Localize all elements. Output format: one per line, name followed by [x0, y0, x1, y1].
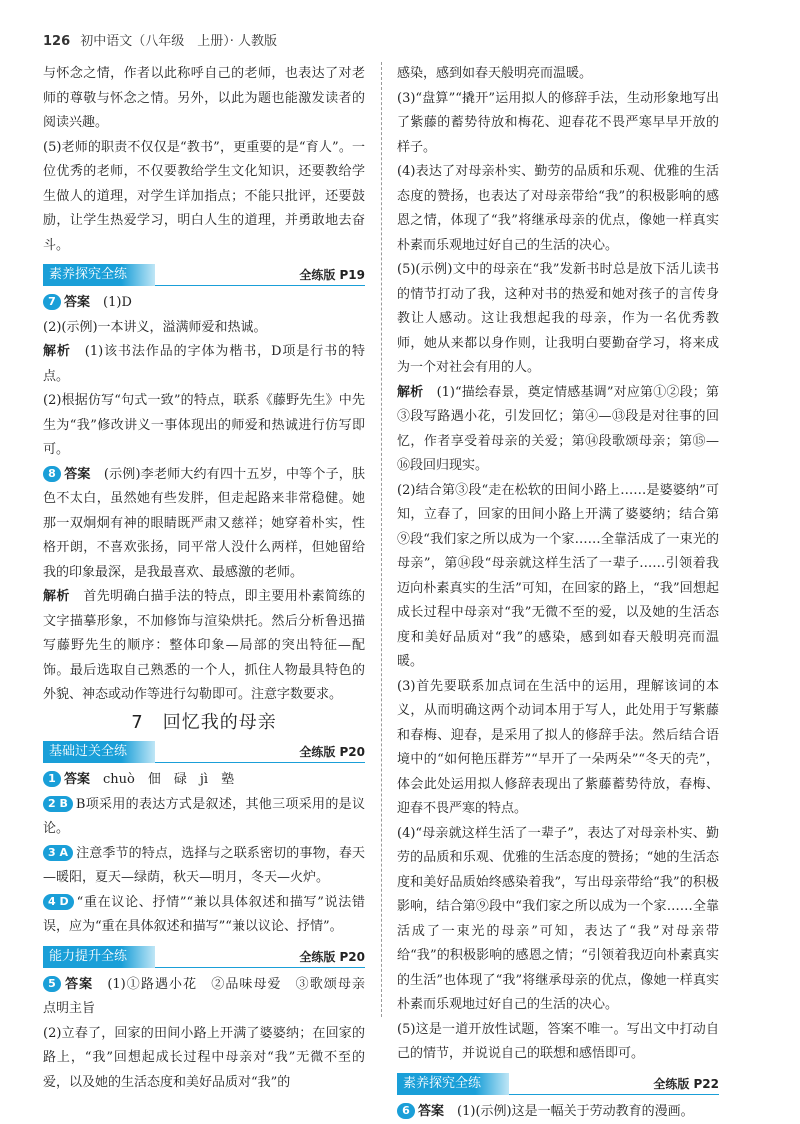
question-8 — [43, 463, 365, 586]
section-ref: 全练版 P22 — [653, 1073, 719, 1095]
section-ref: 全练版 P20 — [299, 946, 365, 968]
answer-text: B项采用的表达方式是叙述，其他三项采用的是议论。 — [43, 797, 365, 837]
analysis — [43, 340, 365, 389]
analysis-text: (1)“描绘春景，奠定情感基调”对应第①②段；第③段写路遇小花，引发回忆；第④—⑬段是对往事的回忆，作者享受着母亲的关爱；第⑭段歌颂母亲；第⑮—⑯段回归现实。 — [397, 385, 719, 474]
question-5 — [43, 973, 365, 1022]
analysis-text: (4)“母亲就这样生活了一辈子”，表达了对母亲朴实、勤劳的品质和乐观、优雅的生活态度的赞扬；“她的生活态度和美好品质始终感染着我”，写出母亲带给“我”的积极影响，结合第⑨段中“我们家之所以成为一个家……全靠活成了一束光的母亲”可知，表达了“我”对母亲带给“我”的积极影响的感恩之情；“引领着我迈向朴素真实的生活”也体现了“我”将继承母亲的优点，像她一样真实朴素而乐观地过好自己的生活的决心。 — [397, 822, 719, 1018]
right-column — [397, 62, 719, 1124]
answer-text: (示例)李老师大约有四十五岁，中等个子，肤色不太白，虽然她有些发胖，但走起路来非常稳健。她那一双炯炯有神的眼睛既严肃又慈祥；她穿着朴实，性格开朗，不喜欢张扬，同平常人没什么两样，但她留给我的印象最深，是我最喜欢、最感激的老师。 — [43, 467, 365, 580]
question-7 — [43, 291, 365, 316]
answer-text: “重在议论、抒情”“兼以具体叙述和描写”说法错误，应为“重在具体叙述和描写”“兼以议论、抒情”。 — [43, 895, 365, 935]
analysis-text: (1)该书法作品的字体为楷书，D项是行书的特点。 — [43, 344, 365, 384]
section-label: 能力提升全练 — [43, 946, 155, 968]
analysis-text: 首先明确白描手法的特点，即主要用朴素简练的文字描摹形象，不加修饰与渲染烘托。然后分析鲁迅描写藤野先生的顺序：整体印象—局部的突出特征—配饰。最后选取自己熟悉的一个人，抓住人物最具特色的外貌、神态或动作等进行勾勒即可。注意字数要求。 — [43, 589, 365, 702]
left-column — [43, 62, 365, 1095]
section-ref: 全练版 P20 — [299, 741, 365, 763]
analysis — [397, 381, 719, 479]
analysis-text: (3)首先要联系加点词在生活中的运用，理解该词的本义，从而明确这两个动词本用于写人，此处用于写紫藤和春梅、迎春，是采用了拟人的修辞手法。然后结合语境中的“如何艳压群芳”“早开了一朵两朵”“冬天的壳”，体会此处运用拟人修辞表现出了紫藤蓄势待放，春梅、迎春不畏严寒的特点。 — [397, 675, 719, 822]
lesson-title: 7 回忆我的母亲 — [43, 711, 365, 736]
analysis-text: (2)根据仿写“句式一致”的特点，联系《藤野先生》中先生为“我”修改讲义一事体现出的师爱和热诚进行仿写即可。 — [43, 389, 365, 463]
question-number-badge: 1 — [43, 771, 61, 787]
analysis-text: (2)结合第③段“走在松软的田间小路上……是婆婆纳”可知，立春了，回家的田间小路上开满了婆婆纳；结合第⑨段“我们家之所以成为一个家……全靠活成了一束光的母亲”，第⑭段“母亲就这样生活了一辈子……引领着我迈向朴素真实的生活”可知，在回家的路上，“我”回想起成长过程中母亲对“我”无微不至的爱，以及她的生活态度和美好品质对“我”的感染，感到如春天般明亮而温暖。 — [397, 479, 719, 675]
question-number-badge: 5 — [43, 976, 61, 992]
question-number-badge: 6 — [397, 1103, 415, 1119]
section-banner — [43, 741, 365, 763]
paragraph: 感染，感到如春天般明亮而温暖。 — [397, 62, 719, 87]
question-4 — [43, 891, 365, 940]
question-number-badge: 3 A — [43, 845, 73, 861]
section-label: 素养探究全练 — [397, 1073, 509, 1095]
answer-text: (2)立春了，回家的田间小路上开满了婆婆纳；在回家的路上，“我”回想起成长过程中母亲对“我”无微不至的爱，以及她的生活态度和美好品质对“我”的 — [43, 1022, 365, 1096]
analysis-label: 解析 — [43, 589, 70, 604]
question-1 — [43, 768, 365, 793]
answer-text: (1)(示例)这是一幅关于劳动教育的漫画。 — [457, 1104, 694, 1119]
paragraph: (5)(示例)文中的母亲在“我”发新书时总是放下活儿读书的情节打动了我，这种对书的热爱和她对孩子的言传身教让人感动。这让我想起我的母亲，作为一名优秀教师，她从来都以身作则，让我明白要勤奋学习，将来成为一个对社会有用的人。 — [397, 258, 719, 381]
answer-label: 答案 — [64, 295, 90, 310]
question-number-badge: 7 — [43, 294, 61, 310]
question-number-badge: 4 D — [43, 894, 74, 910]
paragraph: (3)“盘算”“撬开”运用拟人的修辞手法，生动形象地写出了紫藤的蓄势待放和梅花、迎春花不畏严寒早早开放的样子。 — [397, 87, 719, 161]
analysis-label: 解析 — [397, 385, 423, 400]
answer-text: (2)(示例)一本讲义，溢满师爱和热诚。 — [43, 316, 365, 341]
page-header — [43, 30, 277, 49]
analysis-text: (5)这是一道开放性试题，答案不唯一。写出文中打动自己的情节，并说说自己的联想和感悟即可。 — [397, 1018, 719, 1067]
answer-label: 答案 — [64, 977, 93, 992]
answer-text: (1)D — [103, 295, 132, 310]
column-divider — [381, 62, 382, 1017]
paragraph: (5)老师的职责不仅仅是“教书”，更重要的是“育人”。一位优秀的老师，不仅要教给学生文化知识，还要教给学生做人的道理，对学生详加指点；不能只批评，还要鼓励，让学生热爱学习，明白人生的道理，并勇敢地去奋斗。 — [43, 136, 365, 259]
question-2 — [43, 793, 365, 842]
question-6 — [397, 1100, 719, 1124]
question-number-badge: 8 — [43, 466, 61, 482]
paragraph: (4)表达了对母亲朴实、勤劳的品质和乐观、优雅的生活态度的赞扬，也表达了对母亲带给“我”的积极影响的感恩之情，体现了“我”将继承母亲的优点，像她一样真实朴素而乐观地过好自己的生活的决心。 — [397, 160, 719, 258]
question-3 — [43, 842, 365, 891]
answer-label: 答案 — [64, 467, 91, 482]
answer-text: chuò 佃 碌 jì 塾 — [103, 772, 234, 787]
question-number-badge: 2 B — [43, 796, 73, 812]
page-number: 126 — [43, 34, 70, 49]
section-banner — [43, 946, 365, 968]
section-label: 基础过关全练 — [43, 741, 155, 763]
answer-label: 答案 — [64, 772, 90, 787]
analysis-label: 解析 — [43, 344, 71, 359]
section-banner — [43, 264, 365, 286]
section-banner — [397, 1073, 719, 1095]
paragraph: 与怀念之情，作者以此称呼自己的老师，也表达了对老师的尊敬与怀念之情。另外，以此为题也能激发读者的阅读兴趣。 — [43, 62, 365, 136]
answer-label: 答案 — [418, 1104, 444, 1119]
section-label: 素养探究全练 — [43, 264, 155, 286]
analysis — [43, 585, 365, 708]
book-title: 初中语文（八年级 上册）· 人教版 — [80, 34, 277, 49]
answer-text: (1)①路遇小花 ②品味母爱 ③歌颂母亲 点明主旨 — [43, 977, 378, 1017]
section-ref: 全练版 P19 — [299, 264, 365, 286]
answer-text: 注意季节的特点，选择与之联系密切的事物，春天—暖阳，夏天—绿荫，秋天—明月，冬天—火炉。 — [43, 846, 365, 886]
